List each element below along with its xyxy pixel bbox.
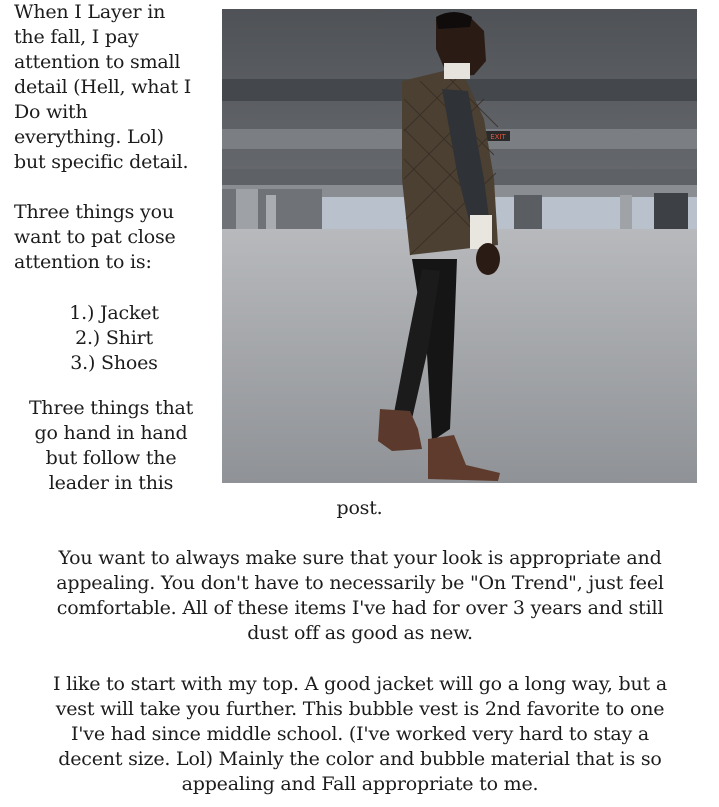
numbered-list xyxy=(14,301,214,376)
list-item: 1.) Jacket xyxy=(69,302,159,324)
paragraph-two xyxy=(20,672,700,797)
intro-line: but specific detail. xyxy=(14,151,189,173)
paragraph-line: vest will take you further. This bubble vest is 2nd favorite to one xyxy=(55,698,665,720)
hand-in-hand-line: but follow the xyxy=(45,447,177,469)
three-things-line: attention to is: xyxy=(14,251,152,273)
hand-in-hand-line: go hand in hand xyxy=(34,422,188,444)
paragraph-one xyxy=(20,546,700,646)
intro-line: When I Layer in xyxy=(14,1,166,23)
intro-line: everything. Lol) xyxy=(14,126,164,148)
intro-line: Do with xyxy=(14,101,88,123)
intro-line: detail (Hell, what I xyxy=(14,76,192,98)
intro-line: the fall, I pay xyxy=(14,26,139,48)
paragraph-line: I've had since middle school. (I've worked very hard to stay a xyxy=(70,723,650,745)
three-things-line: want to pat close xyxy=(14,226,176,248)
list-item: 2.) Shirt xyxy=(75,327,153,349)
paragraph-line: You want to always make sure that your look is appropriate and xyxy=(58,547,662,569)
paragraph-line: comfortable. All of these items I've had for over 3 years and still xyxy=(56,597,664,619)
hand-in-hand-paragraph xyxy=(6,396,216,496)
outfit-photo xyxy=(222,9,697,483)
three-things-paragraph xyxy=(14,200,214,275)
paragraph-line: I like to start with my top. A good jacket will go a long way, but a xyxy=(53,673,667,695)
exit-sign: EXIT xyxy=(490,133,506,141)
paragraph-line: appealing. You don't have to necessarily be "On Trend", just feel xyxy=(56,572,664,594)
hand-in-hand-line: Three things that xyxy=(28,397,194,419)
paragraph-line: decent size. Lol) Mainly the color and bubble material that is so xyxy=(58,748,662,770)
three-things-line: Three things you xyxy=(14,201,174,223)
intro-paragraph xyxy=(14,0,214,175)
parking-garage-illustration xyxy=(222,9,697,483)
list-item: 3.) Shoes xyxy=(70,352,158,374)
paragraph-line: appealing and Fall appropriate to me. xyxy=(181,773,539,795)
intro-line: attention to small xyxy=(14,51,181,73)
hand-in-hand-line: leader in this xyxy=(48,472,174,494)
paragraph-line: dust off as good as new. xyxy=(247,622,473,644)
post-word: post. xyxy=(336,497,383,519)
